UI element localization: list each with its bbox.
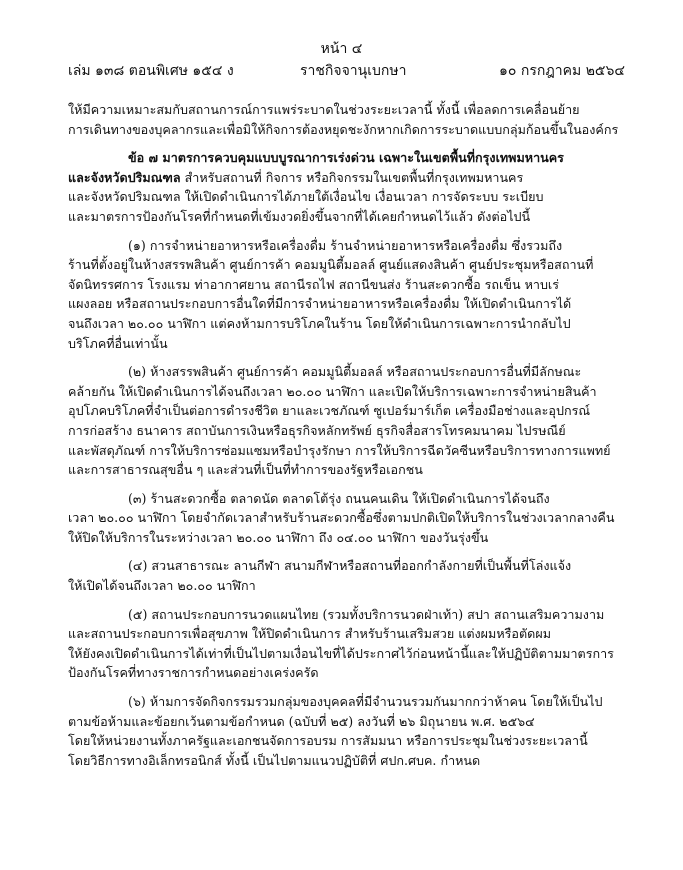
text-line: อุปโภคบริโภคที่จำเป็นต่อการดำรงชีวิต ยาและเวชภัณฑ์ ซูเปอร์มาร์เก็ต เครื่องมือช่างและอุปกรณ์: [68, 403, 591, 419]
item-4: [68, 556, 628, 595]
text-line: และการสาธารณสุขอื่น ๆ และส่วนที่เป็นที่ทำการของรัฐหรือเอกชน: [68, 462, 423, 478]
item-6: [68, 692, 628, 770]
text-line: (๖) ห้ามการจัดกิจกรรมรวมกลุ่มของบุคคลที่มีจำนวนรวมกันมากกว่าห้าคน โดยให้เป็นไป: [128, 694, 603, 710]
text-line: จัดนิทรรศการ โรงแรม ท่าอากาศยาน สถานีรถไฟ สถานีขนส่ง ร้านสะดวกซื้อ รถเข็น หาบเร่: [68, 276, 560, 292]
text-line: ให้ปิดให้บริการในระหว่างเวลา ๒๐.๐๐ นาฬิกา ถึง ๐๔.๐๐ นาฬิกา ของวันรุ่งขึ้น: [68, 529, 489, 545]
text-line: จนถึงเวลา ๒๐.๐๐ นาฬิกา แต่คงห้ามการบริโภคในร้าน โดยให้ดำเนินการเฉพาะการนำกลับไป: [68, 315, 571, 331]
text-line: (๕) สถานประกอบการนวดแผนไทย (รวมทั้งบริการนวดฝ่าเท้า) สปา สถานเสริมความงาม: [128, 606, 605, 622]
item-3: [68, 489, 628, 548]
volume-issue-label: เล่ม ๑๓๘ ตอนพิเศษ ๑๕๔ ง: [68, 63, 234, 79]
clause-7-heading-continued: [68, 168, 628, 188]
text-line: (๒) ห้างสรรพสินค้า ศูนย์การค้า คอมมูนิตี้มอลล์ หรือสถานประกอบการอื่นที่มีลักษณะ: [128, 364, 582, 380]
gazette-title: ราชกิจจานุเบกษา: [300, 63, 407, 79]
text-line: (๑) การจำหน่ายอาหารหรือเครื่องดื่ม ร้านจำหน่ายอาหารหรือเครื่องดื่ม ซึ่งรวมถึง: [128, 237, 563, 253]
clause-7: [68, 148, 628, 226]
text-line: ป้องกันโรคที่ทางราชการกำหนดอย่างเคร่งครัด: [68, 665, 319, 681]
document-body: [68, 100, 628, 770]
clause-7-heading-bold: และจังหวัดปริมณฑล: [68, 169, 181, 185]
text-line: และมาตรการป้องกันโรคที่กำหนดที่เข้มงวดยิ่งขึ้นจากที่ได้เคยกำหนดไว้แล้ว ดังต่อไปนี้: [68, 208, 531, 224]
item-1: [68, 236, 628, 354]
text-line: แผงลอย หรือสถานประกอบการอื่นใดที่มีการจำหน่ายอาหารหรือเครื่องดื่ม ให้เปิดดำเนินการได้: [68, 296, 572, 312]
intro-paragraph: [68, 100, 628, 139]
item-2: [68, 362, 628, 480]
text-line: การเดินทางของบุคลากรและเพื่อมิให้กิจการต้องหยุดชะงักหากเกิดการระบาดแบบกลุ่มก้อนขึ้นในองค์กร: [68, 121, 619, 137]
text-line: ร้านที่ตั้งอยู่ในห้างสรรพสินค้า ศูนย์การค้า คอมมูนิตี้มอลล์ ศูนย์แสดงสินค้า ศูนย์ประชุมหรือสถานที่: [68, 257, 594, 273]
text-line: ให้มีความเหมาะสมกับสถานการณ์การแพร่ระบาดในช่วงระยะเวลานี้ ทั้งนี้ เพื่อลดการเคลื่อนย้าย: [68, 102, 580, 117]
text-line: และสถานประกอบการเพื่อสุขภาพ ให้ปิดดำเนินการ สำหรับร้านเสริมสวย แต่งผมหรือตัดผม: [68, 626, 552, 642]
text-line: โดยวิธีการทางอิเล็กทรอนิกส์ ทั้งนี้ เป็นไปตามแนวปฏิบัติที่ ศปก.ศบค. กำหนด: [68, 752, 481, 768]
text-line: (๓) ร้านสะดวกซื้อ ตลาดนัด ตลาดโต้รุ่ง ถนนคนเดิน ให้เปิดดำเนินการได้จนถึง: [128, 490, 550, 506]
text-line: บริโภคที่อื่นเท่านั้น: [68, 335, 168, 351]
text-line: และจังหวัดปริมณฑล ให้เปิดดำเนินการได้ภายใต้เงื่อนไข เงื่อนเวลา การจัดระบบ ระเบียบ: [68, 189, 544, 205]
text-line: ให้ยังคงเปิดดำเนินการได้เท่าที่เป็นไปตามเงื่อนไขที่ได้ประกาศไว้ก่อนหน้านี้และให้ปฏิบัติตามมาตรการ: [68, 645, 614, 661]
item-5: [68, 605, 628, 683]
text-line: โดยให้หน่วยงานทั้งภาครัฐและเอกชนจัดการอบรม การสัมมนา หรือการประชุมในช่วงระยะเวลานี้: [68, 733, 588, 749]
text-line: ให้เปิดได้จนถึงเวลา ๒๐.๐๐ นาฬิกา: [68, 578, 256, 594]
page-number: หน้า ๔: [320, 41, 363, 57]
clause-7-heading-rest: สำหรับสถานที่ กิจการ หรือกิจกรรมในเขตพื้นที่กรุงเทพมหานคร: [180, 169, 524, 185]
text-line: เวลา ๒๐.๐๐ นาฬิกา โดยจำกัดเวลาสำหรับร้านสะดวกซื้อซึ่งตามปกติเปิดให้บริการในช่วงเวลากลางคืน: [68, 510, 615, 526]
text-line: และพัสดุภัณฑ์ การให้บริการซ่อมแซมหรือบำรุงรักษา การให้บริการฉีดวัคซีนหรือบริการทางการแพทย์: [68, 442, 611, 458]
clause-7-heading: ข้อ ๗ มาตรการควบคุมแบบบูรณาการเร่งด่วน เฉพาะในเขตพื้นที่กรุงเทพมหานคร: [128, 150, 564, 166]
text-line: คล้ายกัน ให้เปิดดำเนินการได้จนถึงเวลา ๒๐.๐๐ นาฬิกา และเปิดให้บริการเฉพาะการจำหน่ายสินค้า: [68, 383, 597, 399]
text-line: การก่อสร้าง ธนาคาร สถาบันการเงินหรือธุรกิจหลักทรัพย์ ธุรกิจสื่อสารโทรคมนาคม ไปรษณีย์: [68, 422, 566, 438]
text-line: ตามข้อห้ามและข้อยกเว้นตามข้อกำหนด (ฉบับที่ ๒๕) ลงวันที่ ๒๖ มิถุนายน พ.ศ. ๒๕๖๔: [68, 713, 535, 729]
publication-date: ๑๐ กรกฎาคม ๒๕๖๔: [499, 63, 625, 79]
text-line: (๔) สวนสาธารณะ ลานกีฬา สนามกีฬาหรือสถานที่ออกกำลังกายที่เป็นพื้นที่โล่งแจ้ง: [128, 558, 572, 574]
